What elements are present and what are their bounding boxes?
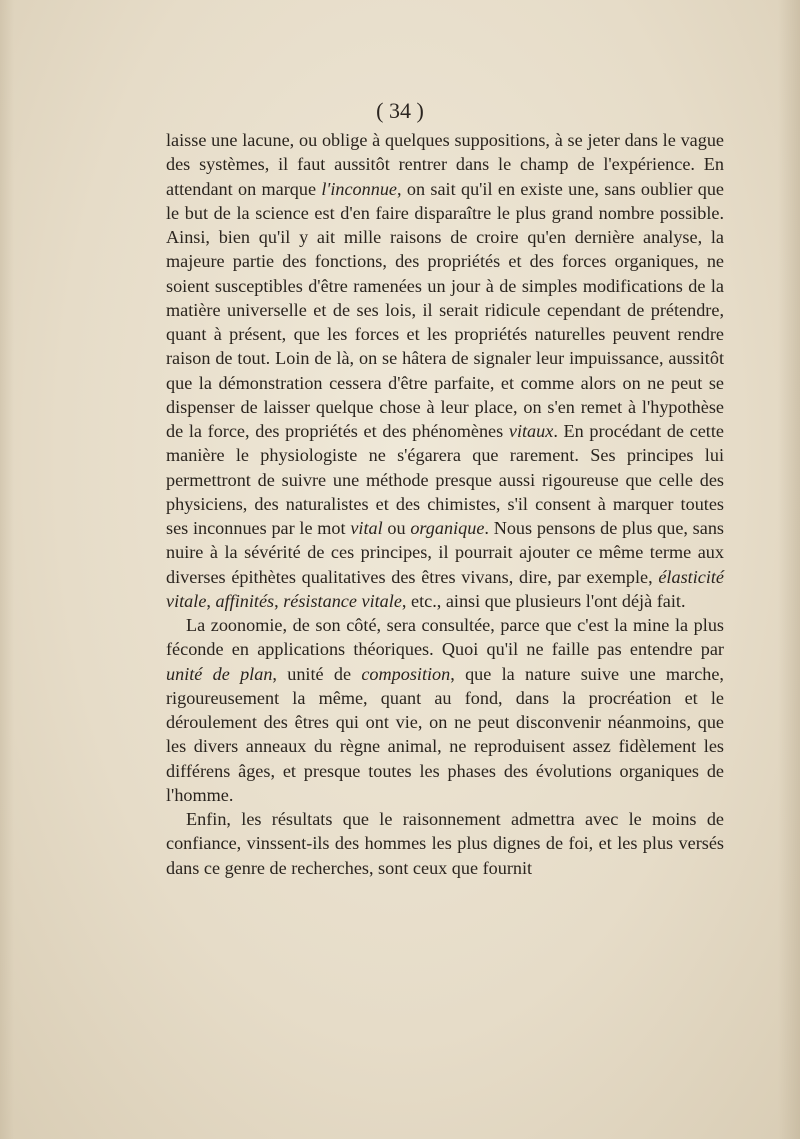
text-run: , on sait qu'il en existe une, sans oublier que le but de la science est d'en faire disparaître le plus grand nombre possible. Ainsi, bien qu'il y ait mille raisons de croire qu'en dernière analyse, la majeure partie des fonctions, des propriétés et des forces organiques, ne soient susceptibles d'être ramenées un jour à de simples modifications de la matière universelle et de ses lois, il serait ridicule cependant de prétendre, quant à présent, que les forces et les propriétés naturelles peuvent rendre raison de tout. Loin de là, on se hâtera de signaler leur impuissance, aussitôt que la démonstration cessera d'être parfaite, et comme alors on ne peut se dispenser de laisser quelque chose à leur place, on s'en remet à l'hypothèse de la force, des propriétés et des phénomènes xyxy=(166,178,724,441)
body-text xyxy=(166,128,724,880)
italic-term: unité de plan xyxy=(166,663,273,684)
text-run: Enfin, les résultats que le raisonnement admettra avec le moins de confiance, vinssent-ils des hommes les plus dignes de foi, et les plus versés dans ce genre de recherches, sont ceux que fournit xyxy=(166,809,724,878)
text-run: , etc., ainsi que plusieurs l'ont déjà fait. xyxy=(401,590,686,611)
text-run: . Nous pensons de plus que, sans nuire à la sévérité de ces principes, il pourrait ajouter ce même terme aux diverses épithètes qualitatives des êtres vivans, dire, par exemple, xyxy=(166,518,724,587)
text-run: ou xyxy=(382,518,411,538)
text-run: laisse une lacune, ou oblige à quelques suppositions, à se jeter dans le vague des systèmes, il faut aussitôt rentrer dans le champ de l'expérience. En attendant on marque xyxy=(166,130,724,199)
italic-term: vital xyxy=(350,518,383,538)
text-run: . En procédant de cette manière le physiologiste ne s'égarera que rarement. Ses principes lui permettront de suivre une méthode presque aussi rigoureuse que celle des physiciens, des naturalistes et des chimistes, s'il consent à marquer toutes ses inconnues par le mot xyxy=(166,421,724,538)
page-edge-right xyxy=(778,0,800,1139)
italic-term: vitaux xyxy=(508,421,554,441)
italic-term: l'inconnue xyxy=(321,178,397,199)
italic-term: composition xyxy=(361,663,451,684)
text-run: , que la nature suive une marche, rigoureusement la même, quant au fond, dans la procréation et le déroulement des êtres qui ont vie, on ne peut disconvenir néanmoins, que les divers anneaux du règne animal, ne reproduisent assez fidèlement les différens âges, et presque toutes les phases des évolutions organiques de l'homme. xyxy=(166,663,724,805)
text-run: , xyxy=(206,590,216,611)
italic-term: organique xyxy=(410,518,485,538)
paragraph xyxy=(166,128,724,613)
text-run: , xyxy=(274,590,284,611)
italic-term: résistance vitale xyxy=(283,590,402,611)
page-edge-left xyxy=(0,0,14,1139)
italic-term: élasticité vitale xyxy=(166,566,724,611)
text-run: La zoonomie, de son côté, sera consultée, parce que c'est la mine la plus féconde en applications théoriques. Quoi qu'il ne faille pas entendre par xyxy=(166,615,724,660)
page-number: ( 34 ) xyxy=(376,98,424,123)
paragraph xyxy=(166,807,724,880)
italic-term: affinités xyxy=(215,590,275,611)
text-run: , unité de xyxy=(272,663,362,684)
paragraph xyxy=(166,613,724,807)
